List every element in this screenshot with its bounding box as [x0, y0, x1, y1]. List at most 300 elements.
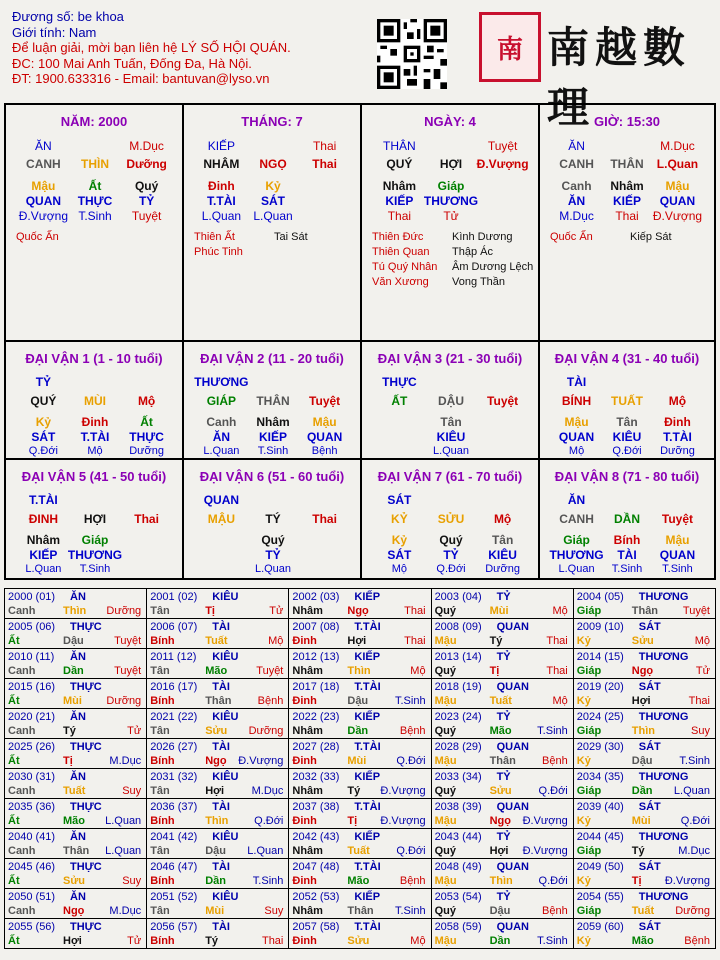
year-cell [431, 679, 573, 709]
year-stem: Kỷ [576, 935, 591, 947]
year-stem: Ất [8, 695, 20, 707]
year-stem: Kỷ [576, 815, 591, 827]
dai-van-stem-branch: DẬU [438, 394, 464, 408]
ten-god: TÀI [212, 861, 230, 873]
dai-van-stem-branch: Thai [312, 512, 337, 526]
year-cell [573, 739, 715, 769]
ten-god: SÁT [638, 621, 661, 633]
shen-sha: Kình Dương [452, 231, 513, 243]
year-stem: Nhâm [292, 605, 323, 617]
life-stage: T.Sinh [394, 695, 426, 707]
life-stage: M.Dục [251, 785, 284, 797]
shen-sha: Thiên Ất [194, 231, 235, 243]
year-label: 2011 (12) [150, 651, 197, 663]
year-stem: Quý [434, 725, 456, 737]
life-stage: Mộ [568, 445, 585, 457]
ten-god: KIẾP [385, 194, 414, 208]
table-row [5, 829, 716, 859]
year-label: 2008 (09) [434, 621, 482, 633]
year-branch: Hợi [347, 635, 367, 647]
ten-god: ĂN [70, 771, 86, 783]
dai-van-stem-branch: KỶ [391, 512, 408, 526]
shen-sha: Văn Xương [372, 276, 429, 288]
life-stage: Dưỡng [485, 563, 520, 575]
life-stage: Thai [615, 209, 639, 223]
ten-god: THỰC [77, 194, 113, 208]
ten-god: THƯƠNG [67, 548, 123, 562]
ten-god: SÁT [261, 194, 285, 208]
ten-god: SÁT [638, 861, 661, 873]
year-stem: Đinh [292, 635, 317, 647]
year-cell [5, 919, 147, 949]
year-branch: Tý [347, 785, 361, 797]
year-branch: Tị [205, 605, 215, 617]
year-stem: Mậu [434, 635, 457, 647]
year-stem: Canh [8, 845, 36, 857]
dai-van-title: ĐẠI VẬN 3 (21 - 30 tuổi) [377, 351, 523, 366]
year-branch: Dậu [489, 905, 511, 917]
dai-van-stem-branch: QUÝ [30, 394, 57, 408]
stem-god: THƯƠNG [194, 375, 249, 389]
year-branch: Dần [205, 875, 226, 887]
life-stage: L.Quan [105, 815, 142, 827]
life-stage: Thai [546, 635, 568, 647]
dai-van-stem-branch: Mộ [493, 512, 512, 526]
year-cell [5, 649, 147, 679]
year-cell [289, 889, 431, 919]
pillar-title: THÁNG: 7 [241, 114, 303, 129]
stem-god: SÁT [387, 493, 412, 507]
dai-van-title: ĐẠI VẬN 8 (71 - 80 tuổi) [554, 469, 700, 484]
year-branch: Hợi [631, 695, 651, 707]
year-cell [5, 619, 147, 649]
year-cell [289, 679, 431, 709]
ten-god: ĂN [567, 194, 586, 208]
year-cell [573, 919, 715, 949]
ten-god: THƯƠNG [638, 771, 689, 783]
year-branch: Dậu [63, 635, 84, 647]
year-label: 2034 (35) [576, 771, 624, 783]
ten-god: KIÊU [612, 430, 642, 444]
life-stage: Mộ [391, 563, 408, 575]
year-stem: Kỷ [576, 695, 591, 707]
year-label: 2023 (24) [434, 711, 482, 723]
year-stem: Mậu [434, 935, 457, 947]
year-branch: Tuất [347, 845, 370, 857]
life-stage: Q.Đới [28, 445, 58, 457]
life-stage: Tử [443, 209, 459, 223]
year-label: 2032 (33) [292, 771, 340, 783]
hidden-stem: Mậu [312, 415, 337, 429]
table-row [5, 589, 716, 619]
year-label: 2002 (03) [292, 591, 340, 603]
year-cell [289, 619, 431, 649]
year-label: 2049 (50) [576, 861, 624, 873]
year-cell [5, 739, 147, 769]
year-label: 2036 (37) [150, 801, 198, 813]
year-label: 2045 (46) [8, 861, 56, 873]
stem-god: TÀI [566, 375, 587, 389]
year-label: 2042 (43) [292, 831, 340, 843]
table-row [5, 889, 716, 919]
life-stage: T.Sinh [78, 209, 112, 223]
year-cell [5, 769, 147, 799]
year-stem: Đinh [292, 875, 317, 887]
year-cell [147, 859, 289, 889]
year-branch: Dậu [631, 755, 653, 767]
shen-sha: Thiên Quan [372, 246, 430, 258]
life-stage: T.Sinh [257, 445, 289, 457]
year-stem: Giáp [576, 605, 602, 617]
ten-god: SÁT [387, 548, 412, 562]
life-stage: Bệnh [399, 875, 426, 887]
ten-god: KIÊU [488, 548, 517, 562]
life-stage: Q.Đới [396, 845, 426, 857]
ten-god: SÁT [638, 921, 661, 933]
year-label: 2007 (08) [292, 621, 340, 633]
year-label: 2001 (02) [150, 591, 198, 603]
year-stem: Mậu [434, 695, 457, 707]
life-stage: Q.Đới [436, 563, 466, 575]
dai-van-stem-branch: Tuyệt [487, 394, 519, 408]
year-branch: Thìn [489, 875, 513, 887]
year-cell [431, 889, 573, 919]
hidden-stem: Quý [439, 533, 463, 547]
ten-god: KIẾP [612, 194, 641, 208]
year-stem: Quý [434, 905, 456, 917]
stem-god: M.Dục [660, 139, 695, 153]
year-label: 2017 (18) [292, 681, 340, 693]
hidden-stem: Ất [88, 179, 102, 193]
year-cell [147, 709, 289, 739]
owner-name: Đương số: be khoa [12, 9, 124, 24]
year-cell [431, 619, 573, 649]
year-label: 2020 (21) [8, 711, 56, 723]
dai-van-cell [6, 342, 184, 460]
life-stage: M.Dục [109, 905, 142, 917]
ten-god: THỰC [70, 741, 102, 753]
owner-gender: Giới tính: Nam [12, 24, 97, 40]
ten-god: KIẾP [354, 891, 381, 903]
year-branch: Sửu [347, 935, 370, 947]
dai-van-cell [362, 342, 540, 460]
ten-god: KIẾP [354, 771, 381, 783]
life-stage: Suy [122, 875, 142, 887]
year-label: 2022 (23) [292, 711, 340, 723]
year-branch: Ngọ [631, 665, 654, 677]
year-label: 2010 (11) [8, 651, 55, 663]
life-stage: Suy [264, 905, 284, 917]
pillar-cell [362, 105, 540, 342]
dai-van-stem-branch: GIÁP [206, 394, 237, 408]
hidden-stem: Canh [206, 415, 237, 429]
life-stage: Thai [404, 605, 426, 617]
pillar-stem-branch: L.Quan [656, 157, 699, 171]
life-stage: Q.Đới [612, 445, 642, 457]
dai-van-stem-branch: SỬU [437, 512, 465, 526]
shen-sha: Thiên Đức [372, 231, 424, 243]
year-branch: Mùi [347, 755, 367, 767]
pillar-cell [540, 105, 714, 342]
pillar-stem-branch: NHÂM [203, 157, 240, 171]
year-branch: Dậu [347, 695, 369, 707]
pillar-stem-branch: NGỌ [259, 157, 287, 171]
life-stage: L.Quan [253, 209, 293, 223]
year-branch: Tý [489, 635, 503, 647]
ten-god: ĂN [212, 430, 231, 444]
year-label: 2055 (56) [8, 921, 56, 933]
ten-god: KIÊU [212, 891, 239, 903]
ten-god: KIÊU [212, 831, 239, 843]
year-branch: Tị [489, 665, 500, 677]
year-cell [289, 799, 431, 829]
year-cell [573, 799, 715, 829]
life-stage: T.Sinh [79, 563, 111, 575]
table-row [5, 859, 716, 889]
table-row [5, 619, 716, 649]
year-stem: Bính [150, 635, 175, 647]
ten-god: THỰC [70, 801, 102, 813]
hidden-stem: Nhâm [256, 415, 290, 429]
pillar-title: GIỜ: 15:30 [593, 114, 660, 129]
dai-van-title: ĐẠI VẬN 6 (51 - 60 tuổi) [199, 469, 345, 484]
year-stem: Quý [434, 665, 456, 677]
pillar-stem-branch: CANH [559, 157, 594, 171]
ten-god: TÀI [212, 921, 230, 933]
life-stage: Thai [546, 665, 568, 677]
life-stage: T.Sinh [679, 755, 710, 767]
ten-god: THỰC [70, 681, 102, 693]
year-stem: Mậu [434, 755, 457, 767]
ten-god: T.TÀI [354, 921, 381, 933]
year-branch: Ngọ [489, 815, 511, 827]
life-stage: Dưỡng [248, 725, 284, 737]
ten-god: THƯƠNG [638, 891, 689, 903]
ten-god: SÁT [638, 741, 661, 753]
year-stem: Tân [150, 605, 170, 617]
year-stem: Ất [8, 815, 20, 827]
life-stage: Thai [261, 935, 284, 947]
year-stem: Nhâm [292, 665, 323, 677]
year-label: 2027 (28) [292, 741, 340, 753]
year-branch: Sửu [631, 635, 654, 647]
dai-van-cell [362, 460, 540, 578]
year-cell [431, 709, 573, 739]
ten-god: TỶ [496, 651, 511, 663]
life-stage: Tử [695, 665, 710, 677]
stem-god: THỰC [382, 375, 417, 389]
stem-god: KIẾP [207, 139, 236, 153]
year-branch: Dần [347, 725, 369, 737]
year-label: 2024 (25) [576, 711, 624, 723]
year-cell [289, 589, 431, 619]
year-cell [431, 859, 573, 889]
pillar-stem-branch: HỢI [439, 157, 463, 171]
life-stage: Tử [127, 935, 142, 947]
pillar-title: NGÀY: 4 [424, 114, 476, 129]
dai-van-cell [540, 460, 714, 578]
year-label: 2046 (47) [150, 861, 198, 873]
year-branch: Tý [631, 845, 645, 857]
year-stem: Kỷ [576, 875, 591, 887]
year-label: 2052 (53) [292, 891, 340, 903]
year-stem: Nhâm [292, 905, 323, 917]
year-stem: Canh [8, 905, 36, 917]
ten-god: SÁT [638, 681, 661, 693]
year-cell [147, 769, 289, 799]
year-label: 2047 (48) [292, 861, 340, 873]
year-cell [431, 589, 573, 619]
ten-god: THỰC [70, 921, 102, 933]
year-branch: Thân [63, 845, 90, 857]
year-cell [431, 739, 573, 769]
ten-god: SÁT [638, 801, 661, 813]
year-stem: Đinh [292, 815, 317, 827]
ten-god: THỰC [70, 621, 102, 633]
year-stem: Tân [150, 785, 170, 797]
dai-van-stem-branch: DẦN [614, 512, 640, 526]
life-stage: L.Quan [558, 563, 595, 575]
life-stage: Mộ [552, 605, 568, 617]
dai-van-stem-branch: CANH [559, 512, 594, 526]
stem-god: TỶ [35, 375, 52, 389]
life-stage: Đ.Vượng [652, 209, 703, 223]
year-branch: Thân [489, 755, 516, 767]
year-branch: Ngọ [205, 755, 227, 767]
year-cell [289, 859, 431, 889]
ten-god: TÀI [617, 548, 637, 562]
year-cell [573, 589, 715, 619]
year-cell [147, 589, 289, 619]
contact-note: Để luận giải, mời bạn liên hệ LÝ SỐ HỘI QUÁN. [12, 40, 291, 55]
year-label: 2051 (52) [150, 891, 198, 903]
hidden-stem: Kỷ [391, 533, 408, 547]
life-stage: Tử [269, 605, 284, 617]
life-stage: L.Quan [247, 845, 284, 857]
year-stem: Canh [8, 725, 36, 737]
life-stage: T.Sinh [662, 563, 693, 575]
dai-van-stem-branch: ĐINH [28, 512, 59, 526]
year-cell [5, 799, 147, 829]
hidden-stem: Đinh [208, 179, 235, 193]
year-branch: Ngọ [347, 605, 369, 617]
year-branch: Tuất [631, 905, 655, 917]
year-stem: Tân [150, 845, 170, 857]
shen-sha: Quốc Ấn [550, 231, 593, 243]
ten-god: THƯƠNG [638, 591, 689, 603]
year-branch: Dần [631, 785, 653, 797]
life-stage: T.Sinh [252, 875, 284, 887]
year-cell [147, 739, 289, 769]
dai-van-title: ĐẠI VẬN 5 (41 - 50 tuổi) [21, 469, 167, 484]
shen-sha: Thập Ác [452, 246, 493, 258]
hidden-stem: Mậu [665, 533, 690, 547]
year-branch: Sửu [63, 875, 86, 887]
ten-god: KIẾP [29, 548, 58, 562]
ten-god: QUAN [659, 548, 696, 562]
ten-god: TÀI [212, 681, 230, 693]
year-cell [5, 859, 147, 889]
shen-sha: Kiếp Sát [630, 231, 672, 243]
ten-god: TỶ [496, 891, 511, 903]
life-stage: T.Sinh [611, 563, 643, 575]
ten-god: THỰC [70, 861, 102, 873]
ten-god: THƯƠNG [423, 194, 479, 208]
pillar-stem-branch: THÂN [610, 157, 644, 171]
ten-god: KIẾP [354, 651, 381, 663]
dai-van-title: ĐẠI VẬN 4 (31 - 40 tuổi) [554, 351, 700, 366]
shen-sha: Vong Thần [452, 276, 506, 288]
hidden-stem: Nhâm [610, 179, 644, 193]
year-label: 2028 (29) [434, 741, 482, 753]
life-stage: L.Quan [105, 845, 142, 857]
dai-van-title: ĐẠI VẬN 2 (11 - 20 tuổi) [200, 351, 344, 366]
life-stage: T.Sinh [537, 725, 568, 737]
table-row [5, 679, 716, 709]
life-stage: Q.Đới [254, 815, 284, 827]
ten-god: TÀI [212, 741, 230, 753]
ten-god: T.TÀI [354, 741, 381, 753]
life-stage: L.Quan [201, 209, 242, 223]
year-label: 2005 (06) [8, 621, 56, 633]
year-label: 2014 (15) [576, 651, 624, 663]
ten-god: QUAN [496, 681, 529, 693]
year-label: 2043 (44) [434, 831, 482, 843]
year-cell [431, 829, 573, 859]
life-stage: Suy [122, 785, 142, 797]
year-cell [431, 769, 573, 799]
life-stage: Tử [127, 725, 142, 737]
year-cell [147, 679, 289, 709]
address: ĐC: 100 Mai Anh Tuấn, Đống Đa, Hà Nội. [12, 55, 252, 71]
life-stage: Tuyệt [114, 665, 142, 677]
year-branch: Mùi [63, 695, 82, 707]
year-label: 2009 (10) [576, 621, 624, 633]
year-cell [147, 799, 289, 829]
ten-god: TỶ [496, 771, 511, 783]
dai-van-title: ĐẠI VẬN 1 (1 - 10 tuổi) [25, 351, 163, 366]
hidden-stem: Kỷ [35, 415, 52, 429]
life-stage: Đ.Vượng [380, 785, 426, 797]
year-branch: Thìn [205, 815, 229, 827]
year-label: 2033 (34) [434, 771, 482, 783]
ten-god: KIÊU [212, 711, 239, 723]
life-stage: Bệnh [399, 725, 426, 737]
year-label: 2054 (55) [576, 891, 624, 903]
year-branch: Dần [489, 935, 511, 947]
ten-god: QUAN [496, 741, 529, 753]
life-stage: Q.Đới [396, 755, 426, 767]
ten-god: TỶ [496, 831, 511, 843]
year-label: 2050 (51) [8, 891, 56, 903]
life-stage: M.Dục [109, 755, 142, 767]
stem-god: T.TÀI [29, 493, 58, 507]
life-stage: Thai [404, 635, 426, 647]
year-label: 2031 (32) [150, 771, 198, 783]
year-branch: Mùi [205, 905, 225, 917]
year-cell [573, 649, 715, 679]
life-stage: M.Dục [559, 209, 594, 223]
life-stage: Tuyệt [682, 605, 710, 617]
ten-god: TỶ [496, 591, 511, 603]
year-label: 2037 (38) [292, 801, 340, 813]
year-branch: Mão [205, 665, 228, 677]
year-label: 2012 (13) [292, 651, 340, 663]
ten-god: T.TÀI [80, 430, 110, 444]
year-cell [289, 649, 431, 679]
year-branch: Mão [347, 875, 370, 887]
hidden-stem: Tân [616, 415, 638, 429]
